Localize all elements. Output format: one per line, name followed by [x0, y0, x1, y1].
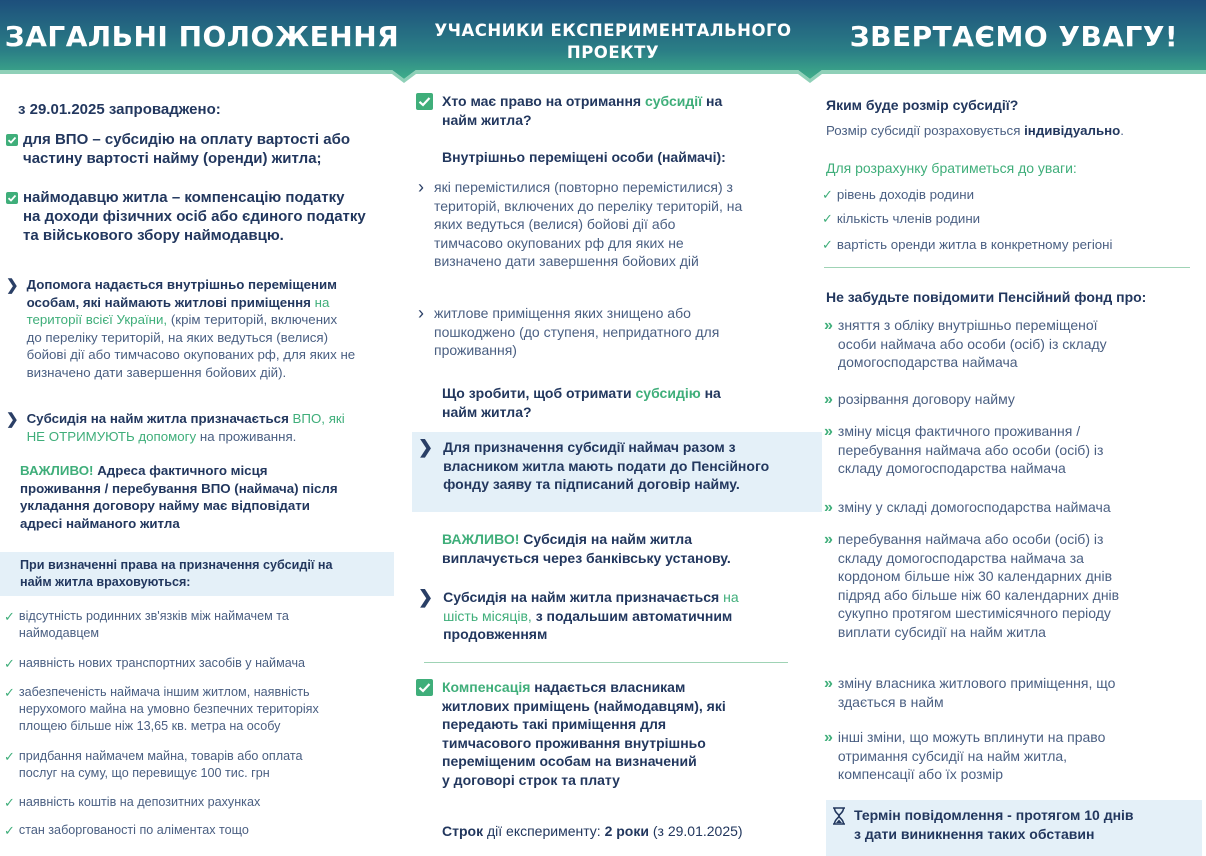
check-icon: ✓ [4, 749, 15, 764]
chevron-right-icon: ❯ [418, 587, 434, 607]
col2-title-line1: УЧАСНИКИ ЕКСПЕРИМЕНТАЛЬНОГО [434, 21, 792, 40]
notify-heading: Не забудьте повідомити Пенсійний фонд про: [826, 289, 1147, 305]
criteria-title: При визначенні права на призначення субсидії на найм житла враховуються: [20, 558, 333, 589]
list-item: ✓ відсутність родинних зв'язків між наймачем та наймодавцем [4, 609, 289, 640]
check-icon: ✓ [822, 187, 833, 202]
compensation-block: Компенсація надається власникам житлових приміщень (наймодавцям), які передають такі приміщення для тимчасового проживання внутрішньо переміщеним особам на визначений у договорі строк та плату [416, 678, 816, 789]
column-participants [404, 84, 822, 856]
list-item: » перебування наймача або особи (осіб) із складу домогосподарства наймача за кордоном більше ніж 30 календарних днів підряд або більше ніж 60 календарних днів сукупно протягом шестимісячного періоду виплати субсидії на найм житла [824, 531, 1120, 640]
check-icon: ✓ [4, 823, 15, 838]
check-icon: ✓ [4, 685, 15, 700]
paragraph-subsidy: ❯ Субсидія на найм житла призначається ВПО, які НЕ ОТРИМУЮТЬ допомогу на проживання. [6, 411, 345, 444]
col2-title-line2: ПРОЕКТУ [566, 43, 660, 62]
double-chevron-icon: » [824, 391, 833, 408]
list-item: » інші зміни, що можуть вплинути на право отримання субсидії на найм житла, компенсації або їх розмір [824, 729, 1106, 782]
application-text: ❯ Для призначення субсидії наймач разом з власником житла мають подати до Пенсійного фонду заяву та підписаний договір найму. [418, 437, 770, 492]
checkbox-icon [6, 134, 18, 146]
consider-heading: Для розрахунку братиметься до уваги: [826, 160, 1077, 176]
column-general [0, 84, 400, 856]
list-item: ✓ стан заборгованості по аліментах тощо [4, 823, 249, 838]
answer-amount: Розмір субсидії розраховується індивідуально. [826, 123, 1124, 138]
list-item: ✓ наявність нових транспортних засобів у наймача [4, 656, 306, 671]
double-chevron-icon: » [824, 729, 833, 746]
double-chevron-icon: » [824, 675, 833, 692]
list-item: наймодавцю житла – компенсацію податку на доходи фізичних осіб або єдиного податку та військового збору наймодавцю. [6, 188, 396, 245]
check-icon: ✓ [822, 211, 833, 226]
list-item: » зміну власника житлового приміщення, що здається в найм [824, 675, 1116, 710]
col1-title: ЗАГАЛЬНІ ПОЛОЖЕННЯ [4, 20, 400, 53]
column-attention [822, 84, 1206, 856]
checkbox-icon [416, 679, 433, 696]
divider [424, 662, 788, 663]
divider [824, 267, 1190, 268]
double-chevron-icon: » [824, 317, 833, 334]
chevron-right-icon: ❯ [418, 437, 434, 457]
question-how: Що зробити, щоб отримати субсидію на найм житла? [442, 385, 721, 420]
paragraph-help: ❯ Допомога надається внутрішньо переміщеним особам, які наймають житлові приміщення на території всієї України, (крім територій, включених до переліку територій, на яких ведуться (велися) бойові дії або тимчасово окупованих рф, для яких не визначено дати завершення бойових дій). [6, 277, 356, 380]
list-item: ✓ придбання наймачем майна, товарів або оплата послуг на суму, що перевищує 100 тис. грн [4, 749, 303, 780]
chevron-right-icon: › [418, 177, 424, 197]
check-icon: ✓ [822, 237, 833, 252]
important-note: ВАЖЛИВО! Адреса фактичного місця проживання / перебування ВПО (наймача) після укладання договору найму має відповідати адресі найманого житла [20, 463, 338, 531]
double-chevron-icon: » [824, 499, 833, 516]
col3-title: ЗВЕРТАЄМО УВАГУ! [849, 20, 1179, 53]
list-item: » зміну у складі домогосподарства наймача [824, 499, 1111, 516]
chevron-right-icon: › [418, 303, 424, 323]
list-item: ✓ рівень доходів родини [822, 187, 975, 202]
deadline-text: Термін повідомлення - протягом 10 днів з дати виникнення таких обставин [832, 806, 1200, 843]
subheading-idp: Внутрішньо переміщені особи (наймачі): [442, 149, 726, 165]
checkbox-icon [6, 192, 18, 204]
experiment-term: Строк дії експерименту: 2 роки (з 29.01.2025) [442, 823, 743, 839]
list-item: » зміну місця фактичного проживання / перебування наймача або особи (осіб) із складу домогосподарства наймача [824, 423, 1104, 476]
double-chevron-icon: » [824, 423, 833, 440]
intro-text: з 29.01.2025 запроваджено: [18, 101, 221, 118]
subsidy-duration: ❯ Субсидія на найм житла призначається на шість місяців, з подальшим автоматичним продовженням [418, 587, 739, 642]
list-item: ✓ кількість членів родини [822, 211, 981, 226]
list-item: ✓ наявність коштів на депозитних рахунках [4, 795, 261, 810]
chevron-right-icon: ❯ [6, 411, 19, 428]
check-icon: ✓ [4, 656, 15, 671]
list-item: › які перемістилися (повторно перемістилися) з територій, включених до переліку територій, на яких ведуться (велися) бойові дії або тимчасово окупованих рф для яких не визначено дати завершення бойових дій [418, 177, 743, 269]
check-icon: ✓ [4, 795, 15, 810]
list-item: › житлове приміщення яких знищено або пошкоджено (до ступеня, непридатного для проживання) [418, 303, 720, 358]
list-item: ✓ забезпеченість наймача іншим житлом, наявність нерухомого майна на умовно безпечних територіях площею більше ніж 13,65 кв. метра на особу [4, 685, 319, 733]
hourglass-icon [832, 807, 846, 825]
question-amount: Яким буде розмір субсидії? [826, 97, 1019, 113]
chevron-right-icon: ❯ [6, 277, 19, 294]
checkbox-icon [416, 93, 433, 110]
question-who: Хто має право на отримання субсидії на найм житла? [416, 92, 816, 129]
col2-title [404, 20, 822, 64]
list-item: ✓ вартість оренди житла в конкретному регіоні [822, 237, 1113, 252]
important-note: ВАЖЛИВО! Субсидія на найм житла виплачується через банківську установу. [442, 531, 731, 566]
list-item: для ВПО – субсидію на оплату вартості або частину вартості найму (оренди) житла; [6, 130, 396, 168]
list-item: » розірвання договору найму [824, 391, 1015, 408]
double-chevron-icon: » [824, 531, 833, 548]
header-banner [0, 0, 1206, 84]
list-item: » зняття з обліку внутрішньо переміщеної особи наймача або особи (осіб) із складу домогосподарства наймача [824, 317, 1107, 370]
check-icon: ✓ [4, 609, 15, 624]
